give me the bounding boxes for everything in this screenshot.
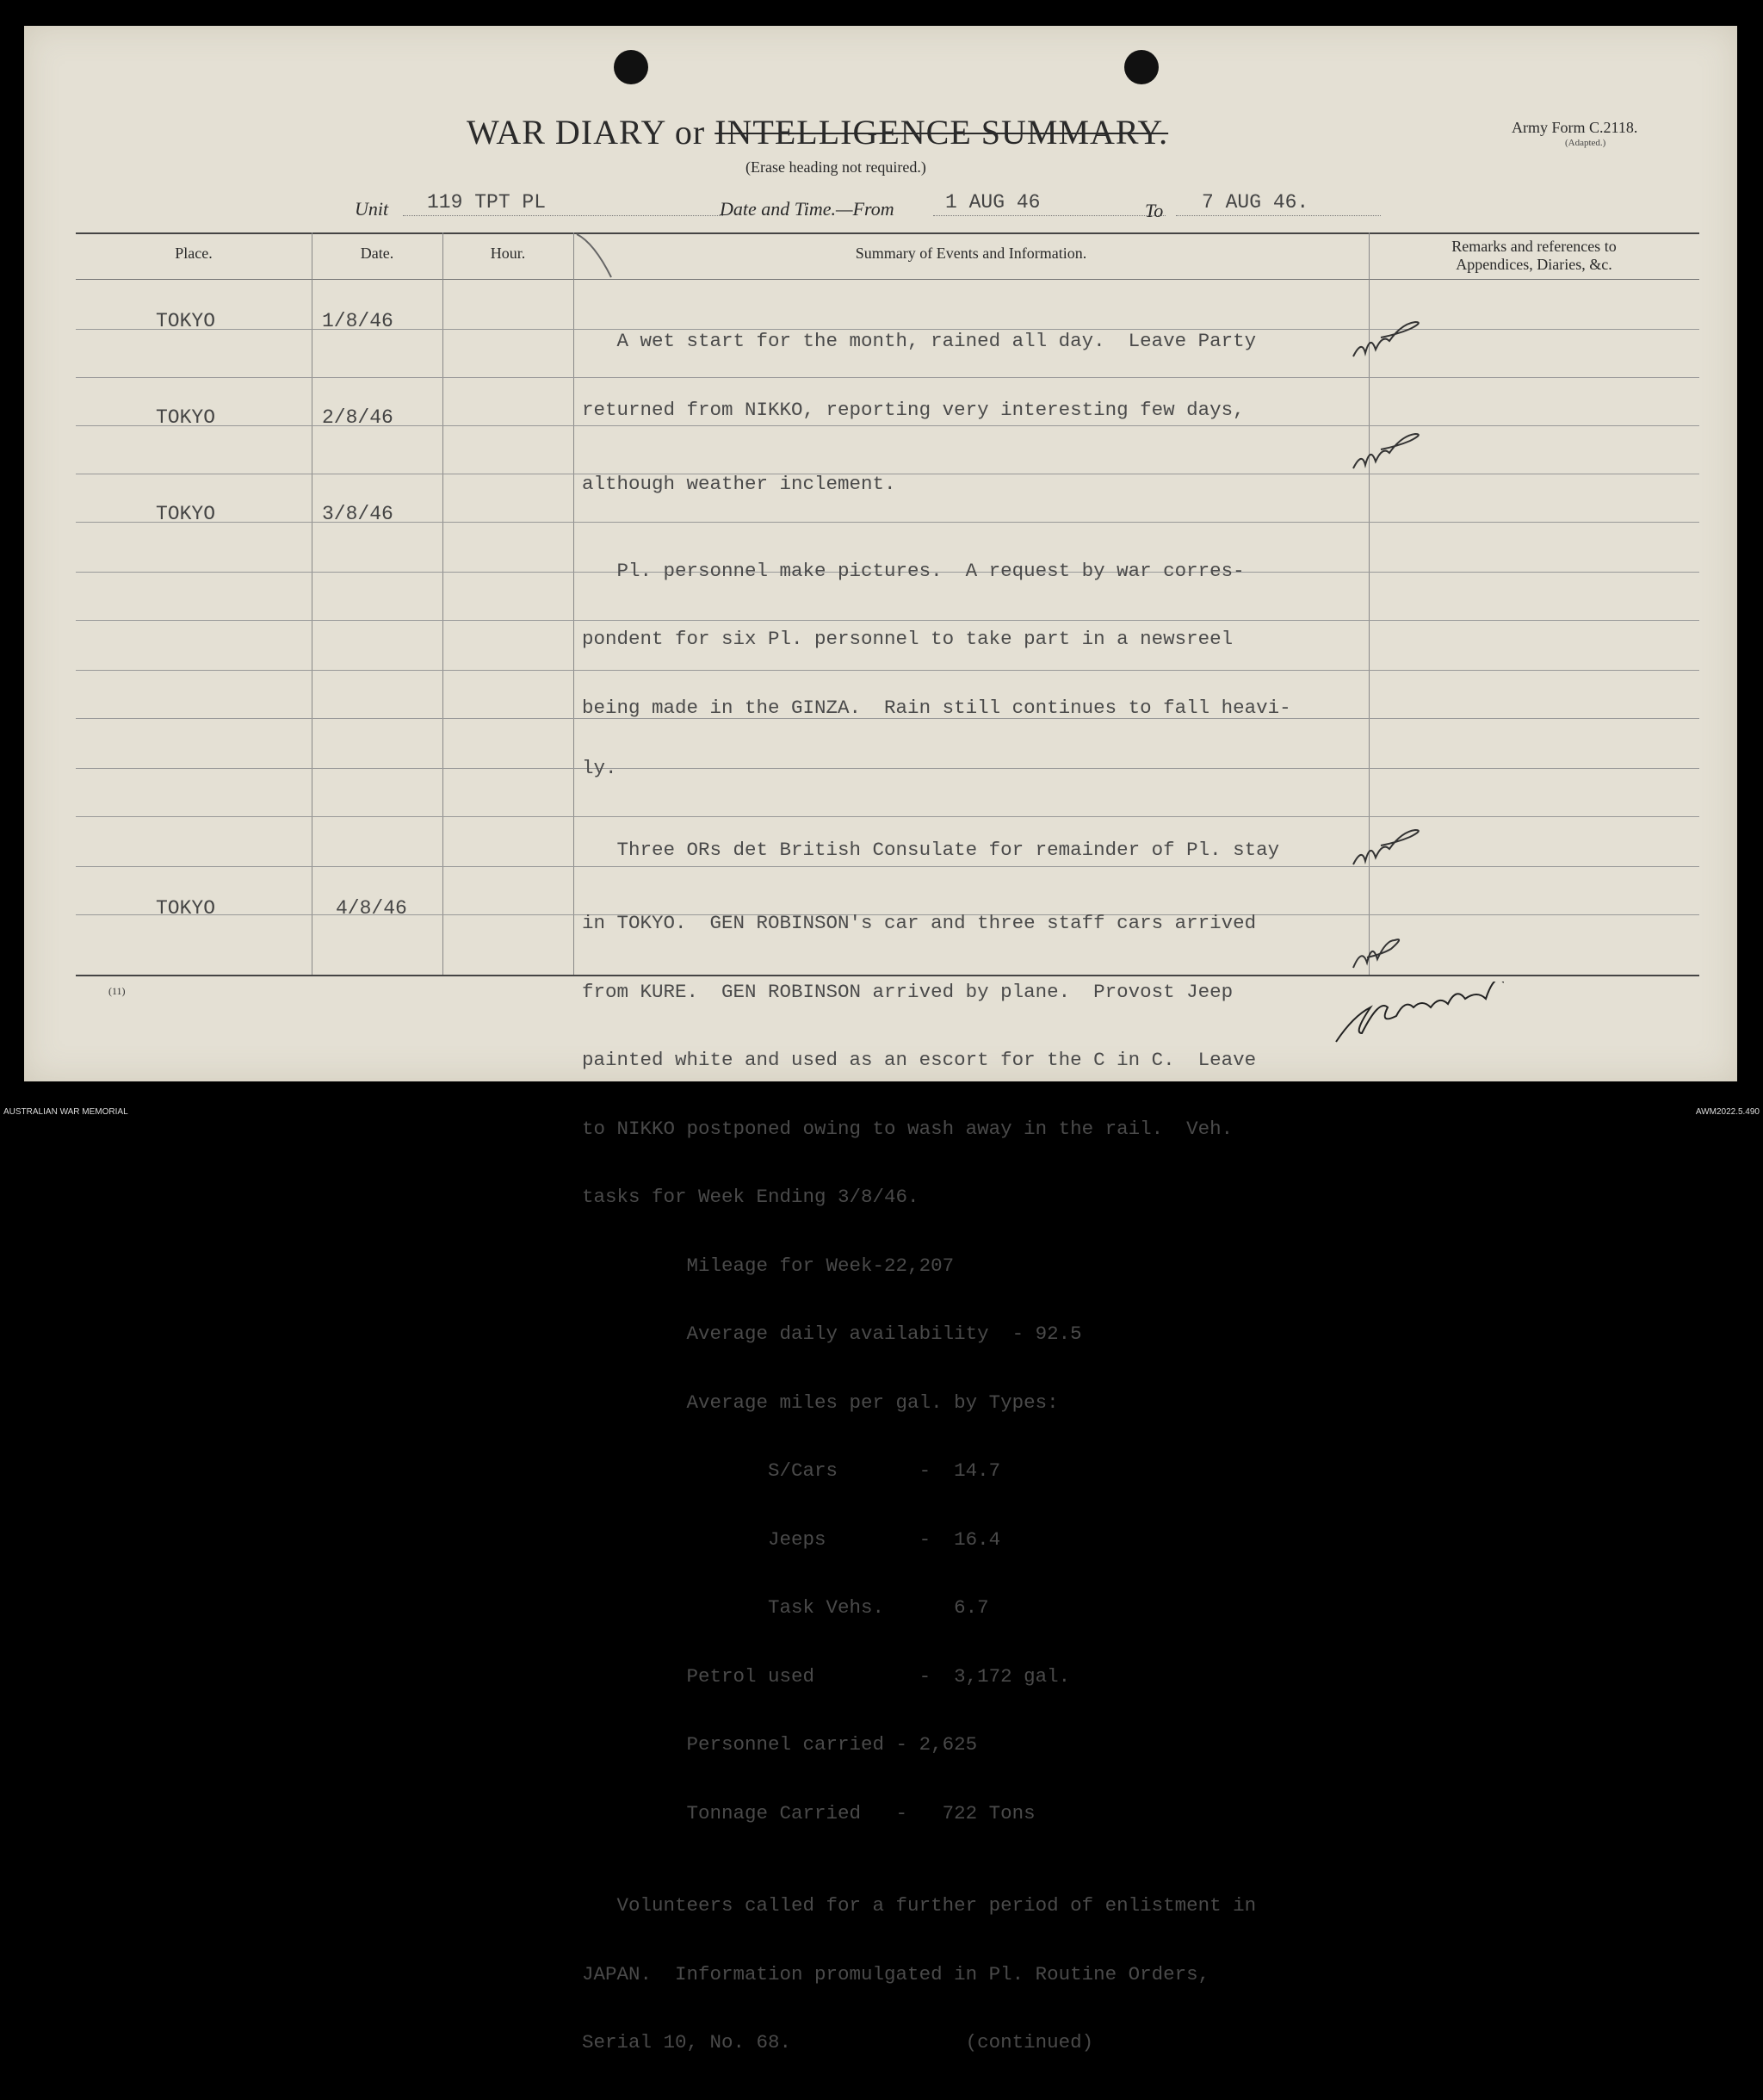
struck-heading: INTELLIGENCE SUMMARY. xyxy=(714,113,1169,152)
date-from-value: 1 AUG 46 xyxy=(945,191,1041,214)
col-header-date: Date. xyxy=(360,245,394,262)
summary-line: tasks for Week Ending 3/8/46. xyxy=(582,1186,919,1208)
summary-line: painted white and used as an escort for the C in C. Leave xyxy=(582,1049,1257,1071)
summary-line: although weather inclement. xyxy=(582,473,896,495)
col-header-remarks: Remarks and references to Appendices, Diaries, &c. xyxy=(1451,238,1617,273)
summary-line: to NIKKO postponed owing to wash away in the rail. Veh. xyxy=(582,1117,1234,1140)
initials-mark xyxy=(1350,319,1427,370)
punch-hole-left xyxy=(614,50,648,84)
col-header-place: Place. xyxy=(175,245,213,262)
summary-line: Pl. personnel make pictures. A request by war corres- xyxy=(582,559,1245,582)
signature xyxy=(1333,982,1591,1050)
summary-line: returned from NIKKO, reporting very interesting few days, xyxy=(582,398,1245,421)
summary-line: Tonnage Carried - 722 Tons xyxy=(582,1801,1036,1824)
entry-date: 3/8/46 xyxy=(322,503,393,525)
entry-place: TOKYO xyxy=(156,406,216,429)
initials-mark xyxy=(1350,827,1427,878)
summary-line: Average miles per gal. by Types: xyxy=(582,1391,1059,1414)
summary-line: Volunteers called for a further period of enlistment in xyxy=(582,1894,1257,1917)
summary-line: Serial 10, No. 68. (continued) xyxy=(582,2031,1094,2054)
unit-value: 119 TPT PL xyxy=(427,191,547,214)
summary-line: Mileage for Week-22,207 xyxy=(582,1254,955,1277)
adapted-label: (Adapted.) xyxy=(1565,138,1606,148)
entry-place: TOKYO xyxy=(156,310,216,332)
footer-left: AUSTRALIAN WAR MEMORIAL xyxy=(3,1107,128,1117)
subtitle: (Erase heading not required.) xyxy=(745,158,926,176)
punch-hole-right xyxy=(1124,50,1159,84)
col-header-hour: Hour. xyxy=(490,245,526,262)
summary-line: ly. xyxy=(582,757,617,779)
initials-mark xyxy=(1350,431,1427,482)
summary-line: Petrol used - 3,172 gal. xyxy=(582,1664,1071,1688)
footer-right: AWM2022.5.490 xyxy=(1695,1107,1760,1117)
summary-text xyxy=(582,284,1291,2100)
entry-place: TOKYO xyxy=(156,897,216,920)
summary-line: in TOKYO. GEN ROBINSON's car and three staff cars arrived xyxy=(582,912,1257,934)
unit-label: Unit xyxy=(355,198,389,220)
entry-place: TOKYO xyxy=(156,503,216,525)
summary-line: from KURE. GEN ROBINSON arrived by plane. Provost Jeep xyxy=(582,980,1234,1003)
summary-line: Task Vehs. 6.7 xyxy=(582,1596,989,1619)
summary-line: pondent for six Pl. personnel to take part in a newsreel xyxy=(582,628,1234,650)
entry-date: 2/8/46 xyxy=(322,406,393,429)
summary-line: S/Cars - 14.7 xyxy=(582,1459,1001,1482)
summary-line: Jeeps - 16.4 xyxy=(582,1527,1001,1551)
date-to-value: 7 AUG 46. xyxy=(1202,191,1309,214)
to-label: To xyxy=(1145,200,1164,221)
entry-date: 1/8/46 xyxy=(322,310,393,332)
date-time-label: Date and Time.—From xyxy=(720,198,894,220)
summary-line: Three ORs det British Consulate for remainder of Pl. stay xyxy=(582,838,1280,861)
summary-line: Personnel carried - 2,625 xyxy=(582,1733,978,1756)
summary-line: JAPAN. Information promulgated in Pl. Routine Orders, xyxy=(582,1962,1210,1985)
summary-line: Average daily availability - 92.5 xyxy=(582,1323,1082,1345)
form-number: (11) xyxy=(108,985,126,997)
summary-line: being made in the GINZA. Rain still continues to fall heavi- xyxy=(582,696,1291,719)
pen-stroke xyxy=(575,232,618,284)
entry-date: 4/8/46 xyxy=(336,897,407,920)
summary-line: A wet start for the month, rained all day. Leave Party xyxy=(582,330,1257,352)
page-title: WAR DIARY or INTELLIGENCE SUMMARY. xyxy=(467,113,1169,152)
initials-mark xyxy=(1350,930,1427,982)
army-form-label: Army Form C.2118. xyxy=(1512,119,1638,136)
col-header-summary: Summary of Events and Information. xyxy=(855,245,1087,262)
